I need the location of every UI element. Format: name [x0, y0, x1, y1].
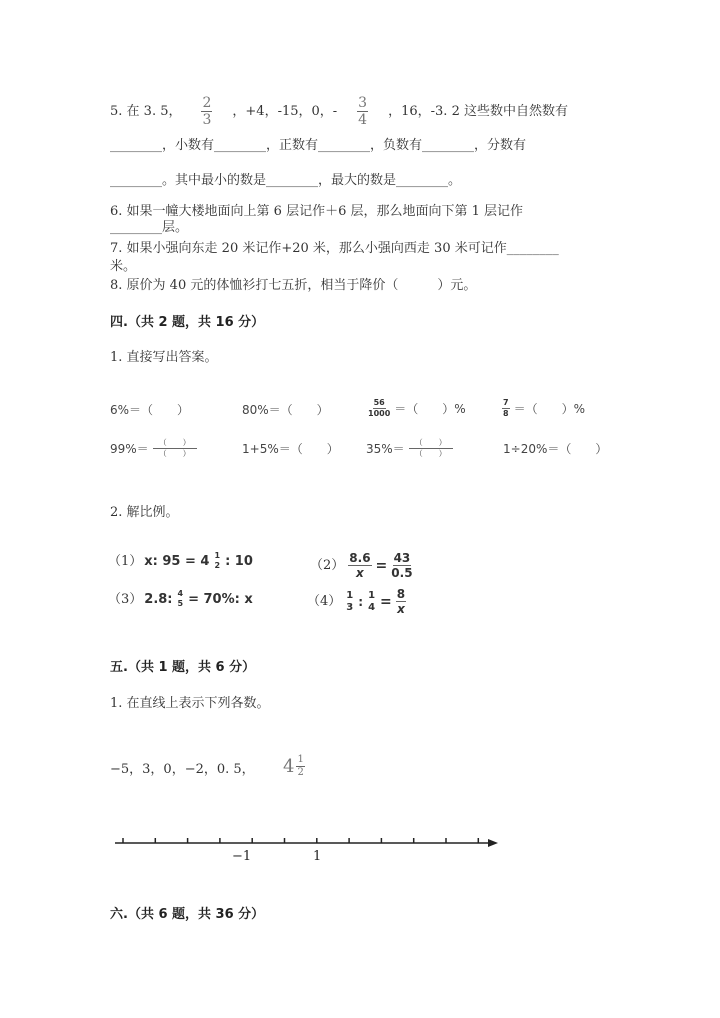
numerator: 8	[396, 587, 406, 601]
arrow-head-icon	[488, 839, 498, 847]
calc-6pct: 6%＝（ ）	[110, 403, 190, 417]
denominator: x	[356, 566, 364, 580]
numerator: 4	[177, 589, 184, 598]
p2-label: （2）	[310, 558, 345, 573]
p3-pre: 2.8:	[144, 591, 173, 607]
calc-7-8: ＝（ ）%	[513, 401, 585, 416]
axis-label-1: 1	[313, 849, 322, 864]
denominator: 5	[177, 599, 184, 608]
numerator: 1	[346, 589, 354, 601]
denominator: 2	[297, 767, 304, 778]
q8-text: 8. 原价为 40 元的体恤衫打七五折，相当于降价（ ）元。	[110, 278, 477, 293]
denominator: 3	[346, 601, 354, 613]
calc-35pct: 35%＝	[366, 441, 405, 456]
p3-post: = 70%: x	[188, 591, 253, 607]
denominator: 1000	[368, 409, 391, 418]
q6-line1: 6. 如果一幢大楼地面向上第 6 层记作＋6 层，那么地面向下第 1 层记作	[110, 204, 524, 219]
denominator: （ ）	[414, 449, 447, 458]
denominator: 8	[503, 409, 509, 418]
denominator: （ ）	[158, 449, 191, 458]
p4-label: （4）	[307, 594, 342, 609]
numerator: 43	[393, 551, 411, 565]
denominator: 0.5	[391, 566, 413, 580]
q7-line1: 7. 如果小强向东走 20 米记作+20 米，那么小强向西走 30 米可记作________	[110, 241, 559, 256]
q5-text-post: ，16，-3. 2 这些数中自然数有	[388, 104, 568, 119]
numerator: 56	[373, 398, 385, 407]
numerator: 7	[503, 398, 509, 407]
denominator: 3	[202, 112, 212, 128]
equals-sign: =	[380, 593, 392, 610]
denominator: 4	[358, 112, 368, 128]
calc-1-div-20pct: 1÷20%＝（ ）	[503, 442, 608, 456]
s4-q1: 1. 直接写出答案。	[110, 350, 218, 365]
equals-sign: =	[375, 557, 388, 574]
numerator: 2	[202, 95, 212, 111]
numerator: （ ）	[409, 439, 453, 449]
p1-post: : 10	[225, 553, 253, 569]
q5-text-pre: 5. 在 3. 5，	[110, 104, 182, 119]
denominator: 4	[368, 601, 376, 613]
s5-q1: 1. 在直线上表示下列各数。	[110, 696, 270, 711]
numerator: 3	[358, 95, 368, 111]
denominator: 2	[214, 561, 221, 570]
axis-label-neg1: −1	[232, 849, 252, 864]
colon: :	[358, 594, 364, 609]
calc-56-1000: ＝（ ）%	[394, 401, 466, 416]
calc-80pct: 80%＝（ ）	[242, 403, 329, 417]
p1-label: （1）	[108, 553, 143, 569]
section-6-title: 六.（共 6 题，共 36 分）	[110, 907, 265, 922]
calc-99pct: 99%＝	[110, 441, 149, 456]
numerator: 1	[214, 551, 221, 560]
q5-text-mid: ，+4，-15，0，-	[232, 104, 338, 119]
q5-line3: ________。其中最小的数是________，最大的数是________。	[110, 173, 462, 188]
p3-label: （3）	[108, 591, 143, 607]
denominator: x	[397, 602, 405, 616]
numerator: 1	[368, 589, 376, 601]
s4-q2: 2. 解比例。	[110, 505, 179, 520]
section-4-title: 四.（共 2 题，共 16 分）	[110, 315, 265, 330]
p1-pre: x: 95 = 4	[144, 553, 210, 569]
numerator: 1	[297, 754, 304, 765]
section-5-title: 五.（共 1 题，共 6 分）	[110, 660, 256, 675]
q7-line2: 米。	[110, 259, 137, 274]
number-list: −5，3，0，−2，0. 5，	[110, 762, 255, 777]
q6-line2: ________层。	[110, 220, 189, 235]
numerator: （ ）	[153, 439, 197, 449]
numerator: 8.6	[349, 551, 371, 565]
mixed-number-whole: 4	[283, 755, 295, 777]
calc-1-plus-5pct: 1+5%＝（ ）	[242, 442, 339, 456]
q5-line2: ________，小数有________，正数有________，负数有________，分数有	[110, 138, 527, 153]
